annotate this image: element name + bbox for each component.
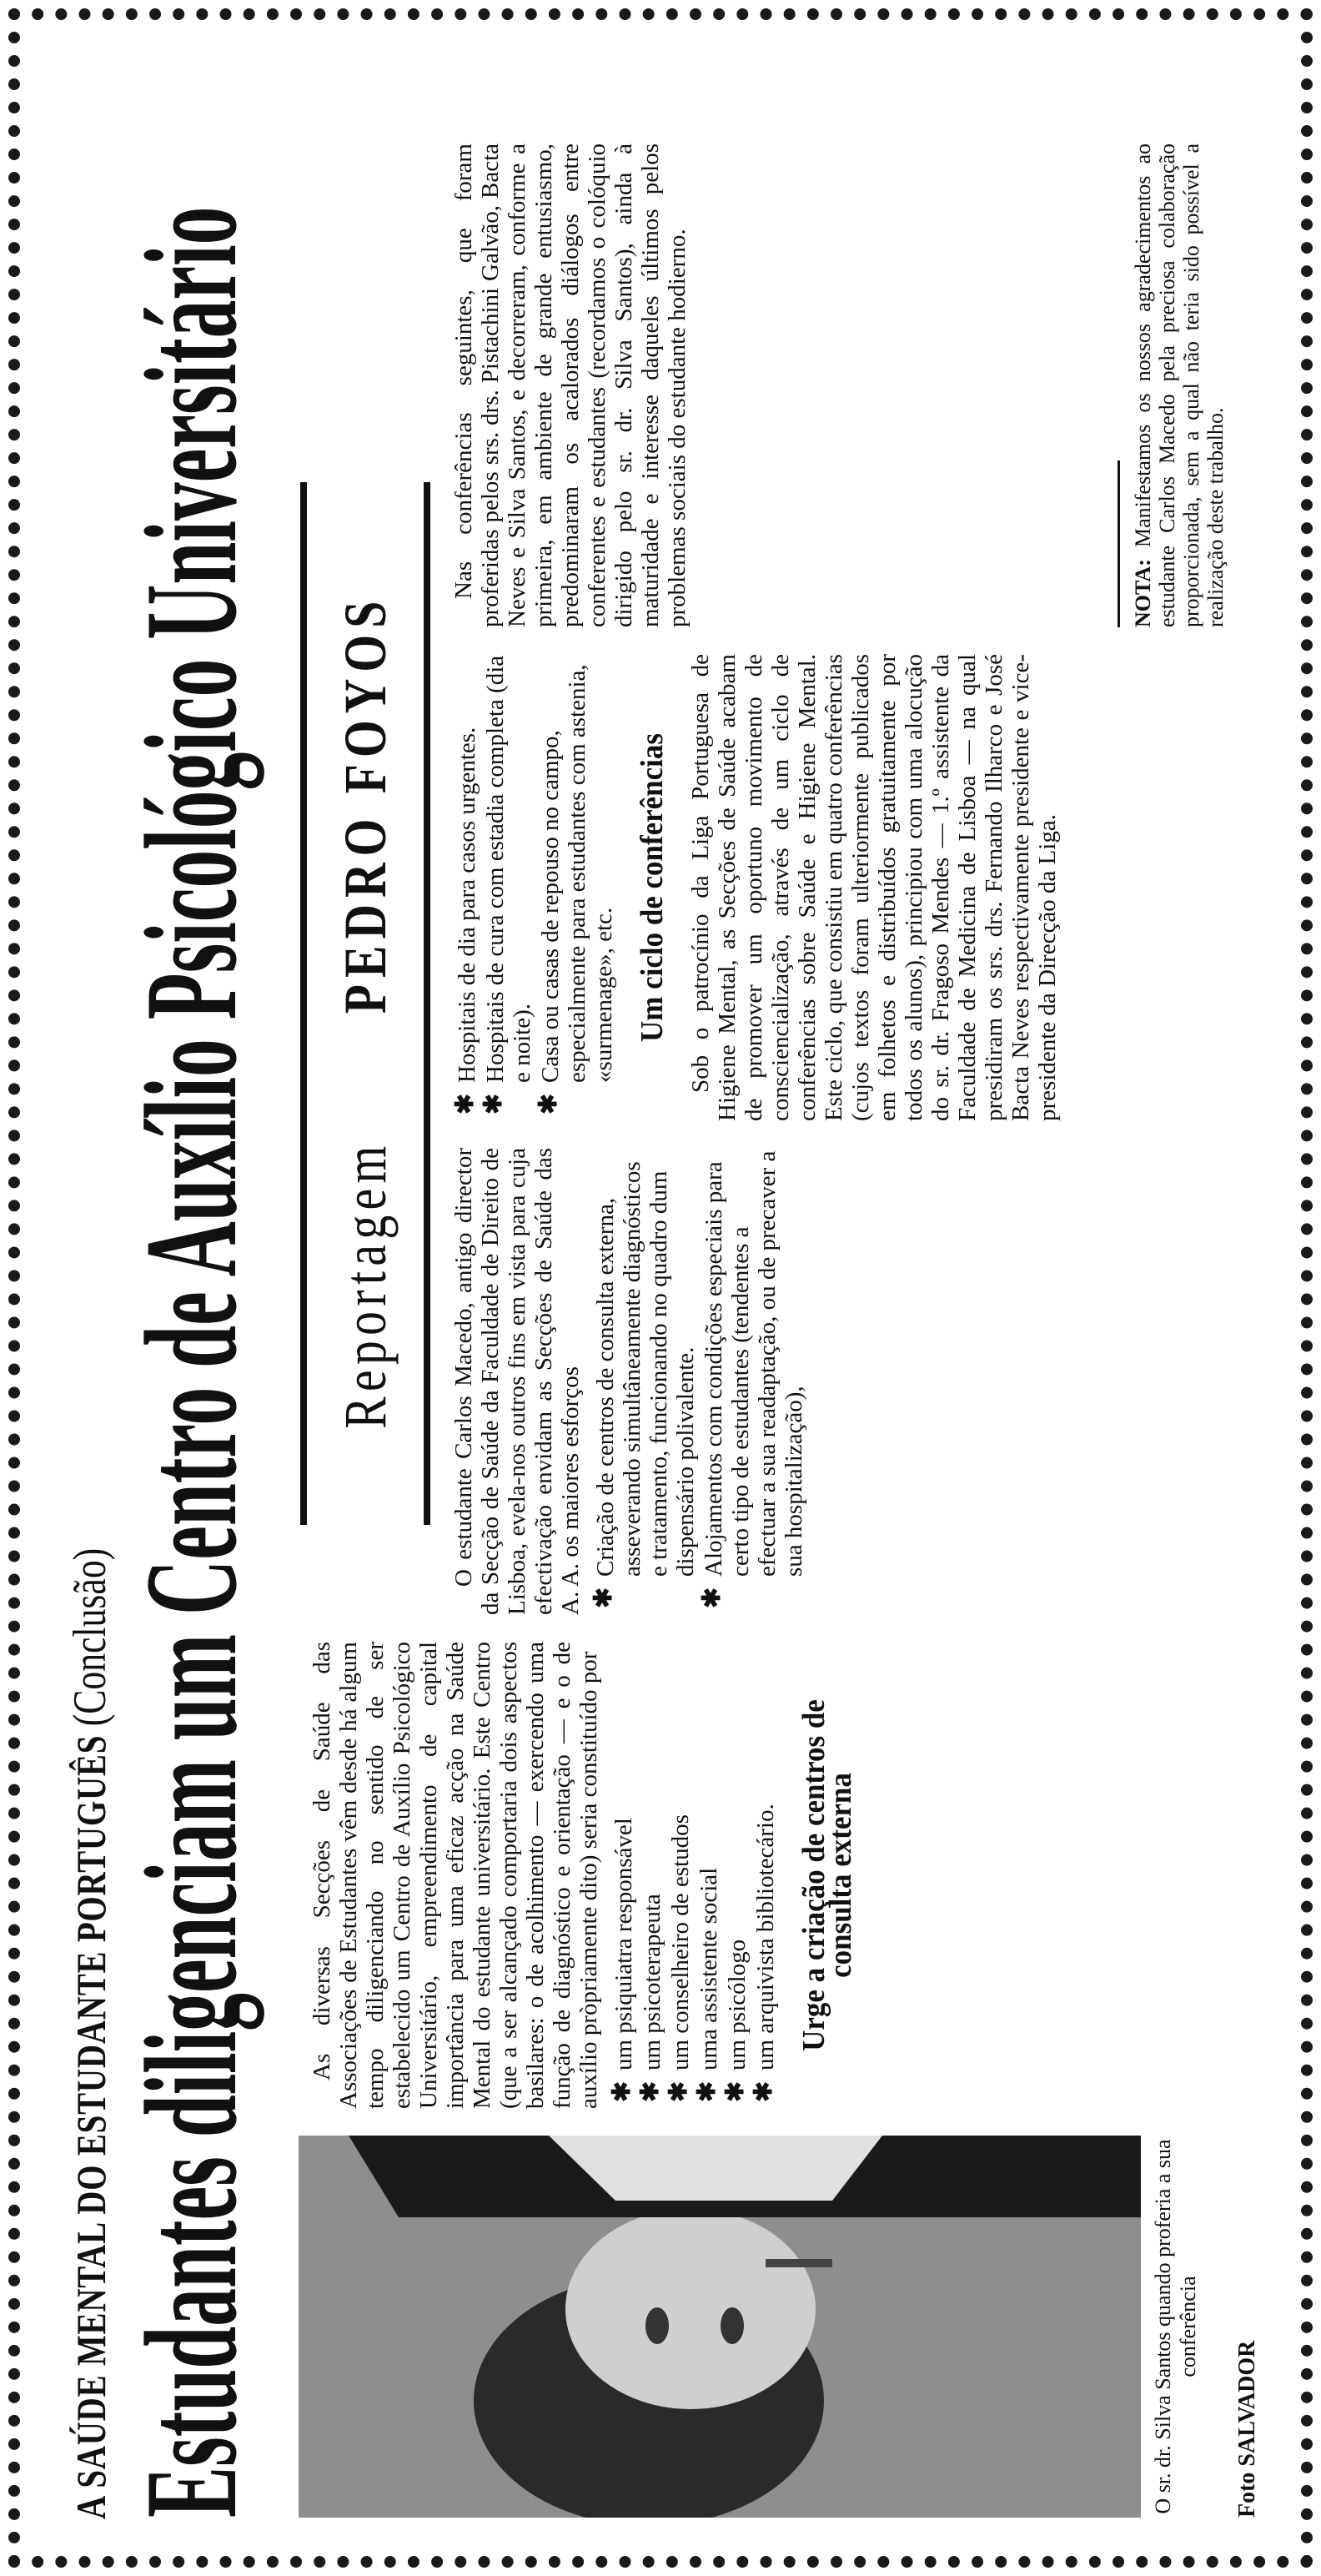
macedo-paragraph: O estudante Carlos Macedo, antigo director da Secção de Saúde da Faculdade de Direito de Lisboa, evela-nos outros fins em vista para cuja efectivação envidam as Secções de Saúde das A. A. os maiores esforços — [450, 1148, 584, 1615]
goal-item: ✱ Criação de centros de consulta externa, asseverando simultâneamente diagnósticos e tratamento, funcionando no quadro dum dispensário polivalente. — [590, 1161, 699, 1608]
rotated-clipping — [33, 32, 1288, 2543]
subhead-consulta: Urge a criação de centros de consulta externa — [796, 1699, 858, 2051]
staff-list — [610, 1642, 779, 2109]
column-2 — [450, 1148, 822, 1615]
star-icon: ✱ — [665, 2080, 692, 2102]
kicker — [63, 1548, 117, 2519]
star-icon: ✱ — [590, 1587, 617, 1608]
star-icon: ✱ — [698, 1587, 726, 1608]
note-label: NOTA: — [1131, 559, 1155, 627]
column-3 — [450, 654, 1069, 1121]
headline: Estudantes diligenciam um Centro de Auxílio Psicológico Universitário — [118, 206, 264, 2518]
photo-caption: O sr. dr. Silva Santos quando proferia a sua conferência — [1151, 2139, 1200, 2514]
byline-label: Reportagem — [331, 1140, 399, 1429]
kicker-text: A SAÚDE MENTAL DO ESTUDANTE PORTUGUÊS — [68, 1734, 114, 2519]
column-4 — [450, 143, 699, 627]
note-divider — [1118, 460, 1120, 627]
staff-item: ✱ um psicólogo — [721, 1939, 751, 2102]
star-icon: ✱ — [608, 2080, 635, 2102]
kicker-suffix: (Conclusão) — [64, 1547, 116, 1727]
staff-item: ✱ uma assistente social — [693, 1867, 722, 2102]
staff-item: ✱ um psiquiatra responsável — [608, 1818, 637, 2102]
facilities-list — [451, 654, 617, 1121]
star-icon: ✱ — [451, 1093, 479, 1114]
staff-item: ✱ um conselheiro de estudos — [665, 1814, 694, 2102]
note-text: Manifestamos os nossos agradecimentos ao estudante Carlos Macedo pela preciosa colaboração proporcionada, sem a qual não teria sido possível a realização deste trabalho. — [1131, 143, 1228, 627]
staff-item: ✱ um psicoterapeuta — [636, 1894, 666, 2102]
star-icon: ✱ — [535, 1093, 562, 1114]
facility-item: ✱ Hospitais de dia para casos urgentes. — [451, 727, 480, 1114]
photo-credit: Foto SALVADOR — [1234, 2340, 1260, 2518]
star-icon: ✱ — [636, 2080, 664, 2102]
star-icon: ✱ — [480, 1093, 507, 1114]
intro-paragraph: As diversas Secções de Saúde das Associações de Estudantes vêm desde há algum tempo diligenciando no sentido de ser estabelecido um Centro de Auxílio Psicológico Universitário, empreendimento de capital importância para uma eficaz acção na Saúde Mental do estudante universitário. Este Centro (que a ser alcançado comportaria dois aspectos basilares: o de acolhimento — exercendo uma função de diagnóstico e orientação — e o de auxílio pròpriamente dito) seria constituído por — [309, 1642, 602, 2109]
liga-paragraph: Sob o patrocínio da Liga Portuguesa de Higiene Mental, as Secções de Saúde acabam de promover um oportuno movimento de consciencialização, através de um ciclo de conferências sobre Saúde e Higiene Mental. Este ciclo, que consistiu em quatro conferências (cujos textos foram ulteriormente publicados em folhetos e distribuídos gratuitamente por todos os alunos), principiou com uma alocução do sr. dr. Fragoso Mendes — 1.º assistente da Faculdade de Medicina de Lisboa — na qual presidiram os srs. drs. Fernando Ilharco e José Bacta Neves respectivamente presidente e vice-presidente da Direcção da Liga. — [687, 654, 1061, 1121]
conferencias-paragraph: Nas conferências seguintes, que foram proferidas pelos srs. drs. Pistachini Galvão, Bacta Neves e Silva Santos, e decorreram, conforme a primeira, em ambiente de grande entusiasmo, predominaram os acalorados diálogos entre conferentes e estudantes (recordamos o colóquio dirigido pelo sr. dr. Silva Santos), ainda à maturidade e interesse daqueles últimos pelos problemas sociais do estudante hodierno. — [450, 143, 691, 627]
star-icon: ✱ — [721, 2080, 749, 2102]
subhead-conferencias: Um ciclo de conferências — [635, 733, 670, 1042]
portrait-illustration — [299, 2136, 1141, 2518]
facility-item: ✱ Hospitais de cura com estadia completa (dia e noite). — [480, 655, 535, 1114]
goal-item: ✱ Alojamentos com condições especiais para certo tipo de estudantes (tendentes a efectuar a sua readaptação, ou de precaver a sua hospitalização), — [698, 1150, 807, 1608]
byline-author: PEDRO FOYOS — [331, 594, 399, 1014]
byline-box — [300, 482, 430, 1525]
column-1 — [309, 1642, 876, 2109]
star-icon: ✱ — [750, 2080, 777, 2102]
goals-list — [592, 1148, 807, 1615]
star-icon: ✱ — [693, 2080, 721, 2102]
acknowledgement-note — [1131, 143, 1228, 627]
facility-item: ✱ Casa ou casas de repouso no campo, especialmente para estudantes com astenia, «surmenage», etc. — [535, 664, 617, 1114]
portrait-photo — [299, 2136, 1141, 2518]
staff-item: ✱ um arquivista bibliotecário. — [750, 1804, 779, 2102]
